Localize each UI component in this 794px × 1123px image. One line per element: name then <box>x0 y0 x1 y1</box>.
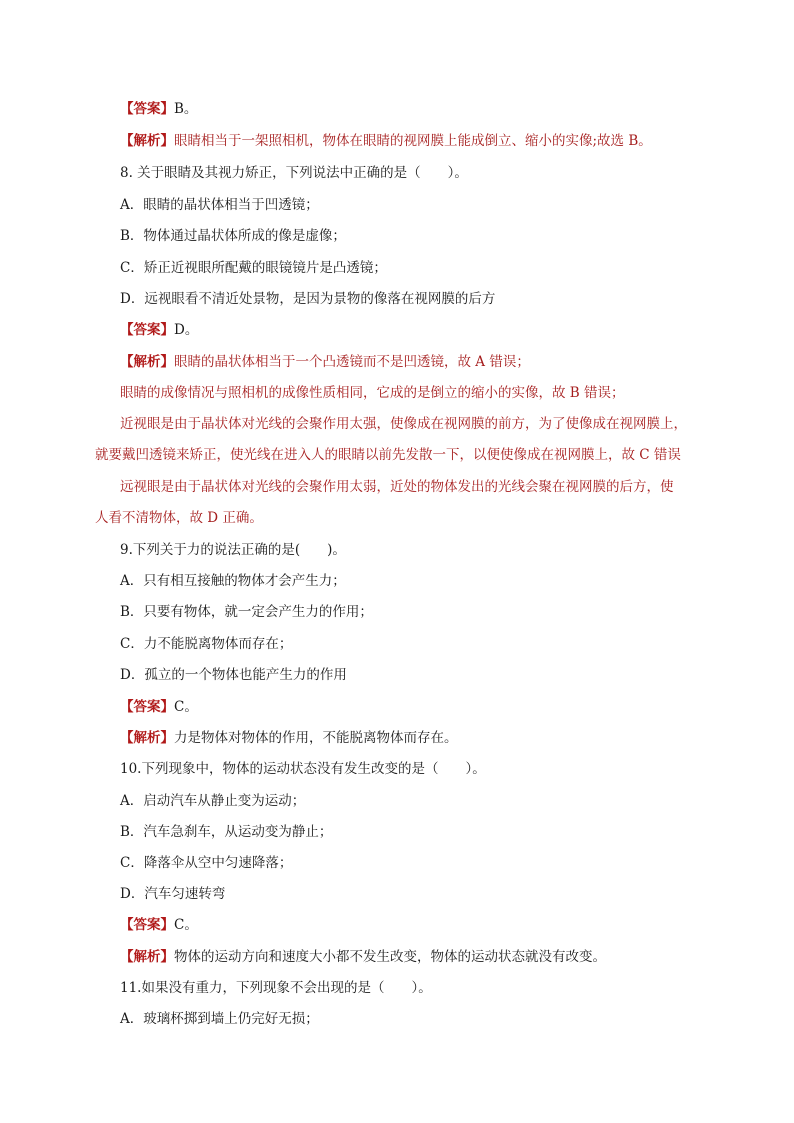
answer-text: B。 <box>174 101 198 117</box>
option-text: D．远视眼看不清近处景物，是因为景物的像落在视网膜的后方 <box>120 291 496 307</box>
question-text: 9.下列关于力的说法正确的是( )。 <box>120 542 346 558</box>
option-8c <box>120 258 387 278</box>
analysis-text: 人看不清物体，故 D 正确。 <box>95 510 263 526</box>
option-text: B．汽车急刹车，从运动变为静止； <box>120 824 333 840</box>
analysis-text: 力是物体对物体的作用，不能脱离物体而存在。 <box>174 730 458 746</box>
analysis-8-b <box>120 383 625 403</box>
analysis-text: 近视眼是由于晶状体对光线的会聚作用太强，使像成在视网膜的前方，为了使像成在视网膜上， <box>120 416 687 432</box>
option-text: C．矫正近视眼所配戴的眼镜镜片是凸透镜； <box>120 260 387 276</box>
option-10a <box>120 791 305 811</box>
answer-line-9 <box>120 697 198 717</box>
option-text: A．启动汽车从静止变为运动； <box>120 793 306 809</box>
option-text: C．力不能脱离物体而存在； <box>120 636 293 652</box>
question-9 <box>120 540 346 560</box>
answer-text: C。 <box>174 917 198 933</box>
answer-tag: 【答案】 <box>120 322 174 338</box>
option-10b <box>120 822 332 842</box>
option-text: B．只要有物体，就一定会产生力的作用； <box>120 604 373 620</box>
analysis-text: 就要戴凹透镜来矫正，使光线在进入人的眼睛以前先发散一下，以便使像成在视网膜上，故 C 错误 <box>95 447 681 463</box>
option-10d <box>120 884 225 904</box>
option-text: A．玻璃杯掷到墙上仍完好无损； <box>120 1011 319 1027</box>
question-11 <box>120 978 432 998</box>
analysis-line-10 <box>120 947 606 967</box>
answer-text: D。 <box>174 322 199 338</box>
analysis-tag: 【解析】 <box>120 730 174 746</box>
option-text: D．汽车匀速转弯 <box>120 886 226 902</box>
option-8b <box>120 226 346 246</box>
question-8 <box>120 163 468 183</box>
analysis-8-c1 <box>120 414 687 434</box>
option-11a <box>120 1009 319 1029</box>
option-9d <box>120 665 347 685</box>
question-text: 8. 关于眼睛及其视力矫正，下列说法中正确的是（ ）。 <box>120 165 468 181</box>
analysis-8-c2 <box>95 445 681 465</box>
option-8a <box>120 195 319 215</box>
answer-tag: 【答案】 <box>120 699 174 715</box>
option-9a <box>120 571 346 591</box>
question-text: 11.如果没有重力，下列现象不会出现的是（ ）。 <box>120 980 432 996</box>
analysis-8-d1 <box>120 477 674 497</box>
analysis-line-8 <box>120 352 530 372</box>
answer-line-7 <box>120 99 197 119</box>
option-8d <box>120 289 495 309</box>
option-text: A．只有相互接触的物体才会产生力； <box>120 573 346 589</box>
option-9c <box>120 634 292 654</box>
analysis-tag: 【解析】 <box>120 354 174 370</box>
answer-line-8 <box>120 320 198 340</box>
analysis-tag: 【解析】 <box>120 133 174 149</box>
option-text: B．物体通过晶状体所成的像是虚像； <box>120 228 346 244</box>
option-text: D．孤立的一个物体也能产生力的作用 <box>120 667 347 683</box>
answer-text: C。 <box>174 699 198 715</box>
analysis-tag: 【解析】 <box>120 949 174 965</box>
option-text: C．降落伞从空中匀速降落； <box>120 855 293 871</box>
answer-tag: 【答案】 <box>120 101 174 117</box>
question-text: 10.下列现象中，物体的运动状态没有发生改变的是（ ）。 <box>120 761 486 777</box>
analysis-8-d2 <box>95 508 263 528</box>
option-10c <box>120 853 292 873</box>
answer-line-10 <box>120 915 198 935</box>
question-10 <box>120 759 486 779</box>
answer-tag: 【答案】 <box>120 917 174 933</box>
analysis-text: 眼睛相当于一架照相机，物体在眼睛的视网膜上能成倒立、缩小的实像;故选 B。 <box>174 133 652 149</box>
analysis-line-7 <box>120 131 652 151</box>
analysis-text: 眼睛的成像情况与照相机的成像性质相同，它成的是倒立的缩小的实像，故 B 错误； <box>120 385 625 401</box>
analysis-line-9 <box>120 728 458 748</box>
analysis-text: 物体的运动方向和速度大小都不发生改变，物体的运动状态就没有改变。 <box>174 949 606 965</box>
analysis-text: 远视眼是由于晶状体对光线的会聚作用太弱，近处的物体发出的光线会聚在视网膜的后方，使 <box>120 479 674 495</box>
analysis-text: 眼睛的晶状体相当于一个凸透镜而不是凹透镜，故 A 错误； <box>174 354 530 370</box>
option-text: A．眼睛的晶状体相当于凹透镜； <box>120 197 319 213</box>
option-9b <box>120 602 373 622</box>
